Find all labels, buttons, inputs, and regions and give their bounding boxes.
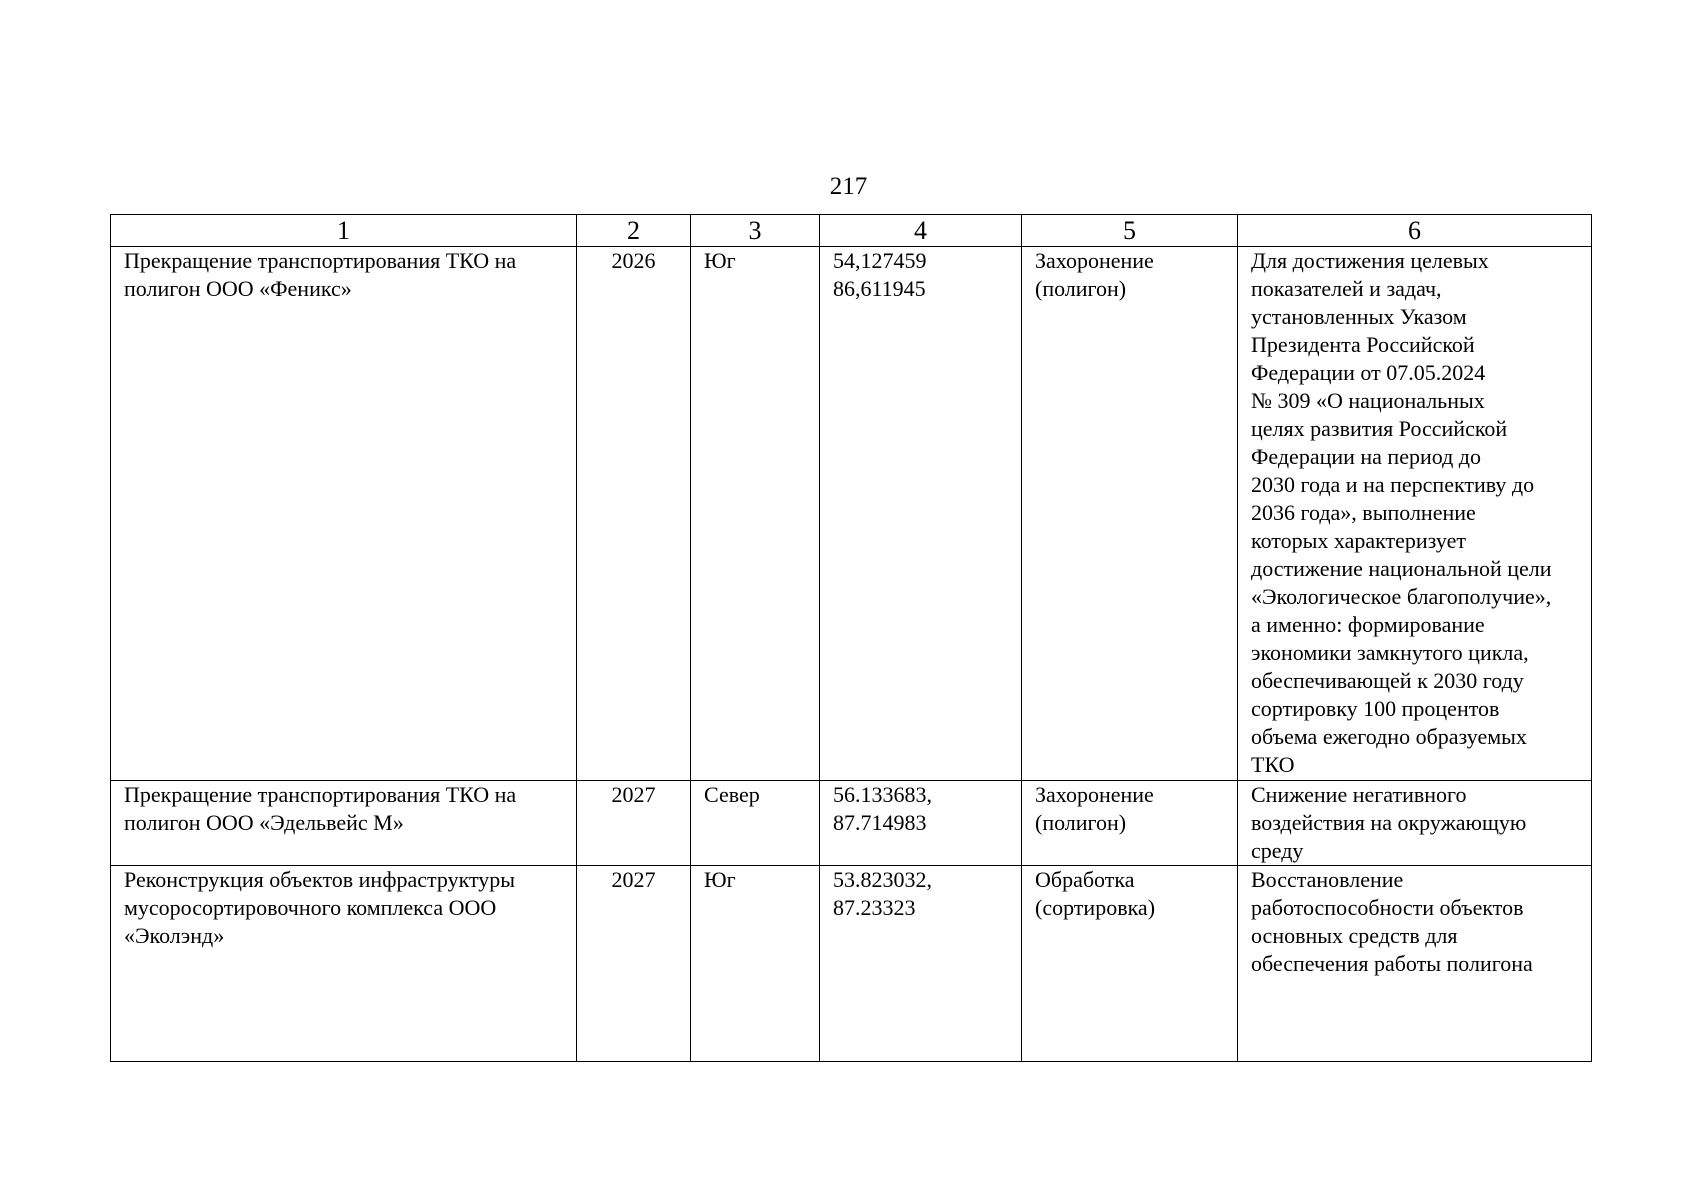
year-cell: 2027 bbox=[577, 781, 691, 866]
table-header-row bbox=[111, 215, 1592, 247]
year-cell: 2027 bbox=[577, 866, 691, 1062]
column-header: 6 bbox=[1238, 215, 1592, 247]
table-row bbox=[111, 866, 1592, 1062]
table-row bbox=[111, 781, 1592, 866]
measures-table bbox=[110, 214, 1592, 1062]
zone-cell: Юг bbox=[691, 247, 820, 781]
year-cell: 2026 bbox=[577, 247, 691, 781]
zone-cell: Юг bbox=[691, 866, 820, 1062]
column-header: 5 bbox=[1022, 215, 1238, 247]
purpose-cell: Восстановление работоспособности объектов основных средств для обеспечения работы полигона bbox=[1238, 866, 1592, 1062]
measure-name-cell: Прекращение транспортирования ТКО на полигон ООО «Феникс» bbox=[111, 247, 577, 781]
zone-cell: Север bbox=[691, 781, 820, 866]
page-number: 217 bbox=[829, 173, 868, 200]
coordinates-cell: 54,127459 86,611945 bbox=[820, 247, 1022, 781]
measure-name-cell: Прекращение транспортирования ТКО на полигон ООО «Эдельвейс М» bbox=[111, 781, 577, 866]
purpose-cell: Снижение негативного воздействия на окружающую среду bbox=[1238, 781, 1592, 866]
column-header: 3 bbox=[691, 215, 820, 247]
column-header: 4 bbox=[820, 215, 1022, 247]
column-header: 1 bbox=[111, 215, 577, 247]
coordinates-cell: 53.823032, 87.23323 bbox=[820, 866, 1022, 1062]
table-row bbox=[111, 247, 1592, 781]
stage-cell: Обработка (сортировка) bbox=[1022, 866, 1238, 1062]
column-header: 2 bbox=[577, 215, 691, 247]
stage-cell: Захоронение (полигон) bbox=[1022, 781, 1238, 866]
coordinates-cell: 56.133683, 87.714983 bbox=[820, 781, 1022, 866]
stage-cell: Захоронение (полигон) bbox=[1022, 247, 1238, 781]
measure-name-cell: Реконструкция объектов инфраструктуры мусоросортировочного комплекса ООО «Эколэнд» bbox=[111, 866, 577, 1062]
purpose-cell: Для достижения целевых показателей и задач, установленных Указом Президента Российской Федерации от 07.05.2024 № 309 «О национальных целях развития Российской Федерации на период до 2030 года и на перспективу до 2036 года», выполнение которых характеризует достижение национальной цели «Экологическое благополучие», а именно: формирование экономики замкнутого цикла, обеспечивающей к 2030 году сортировку 100 процентов объема ежегодно образуемых ТКО bbox=[1238, 247, 1592, 781]
